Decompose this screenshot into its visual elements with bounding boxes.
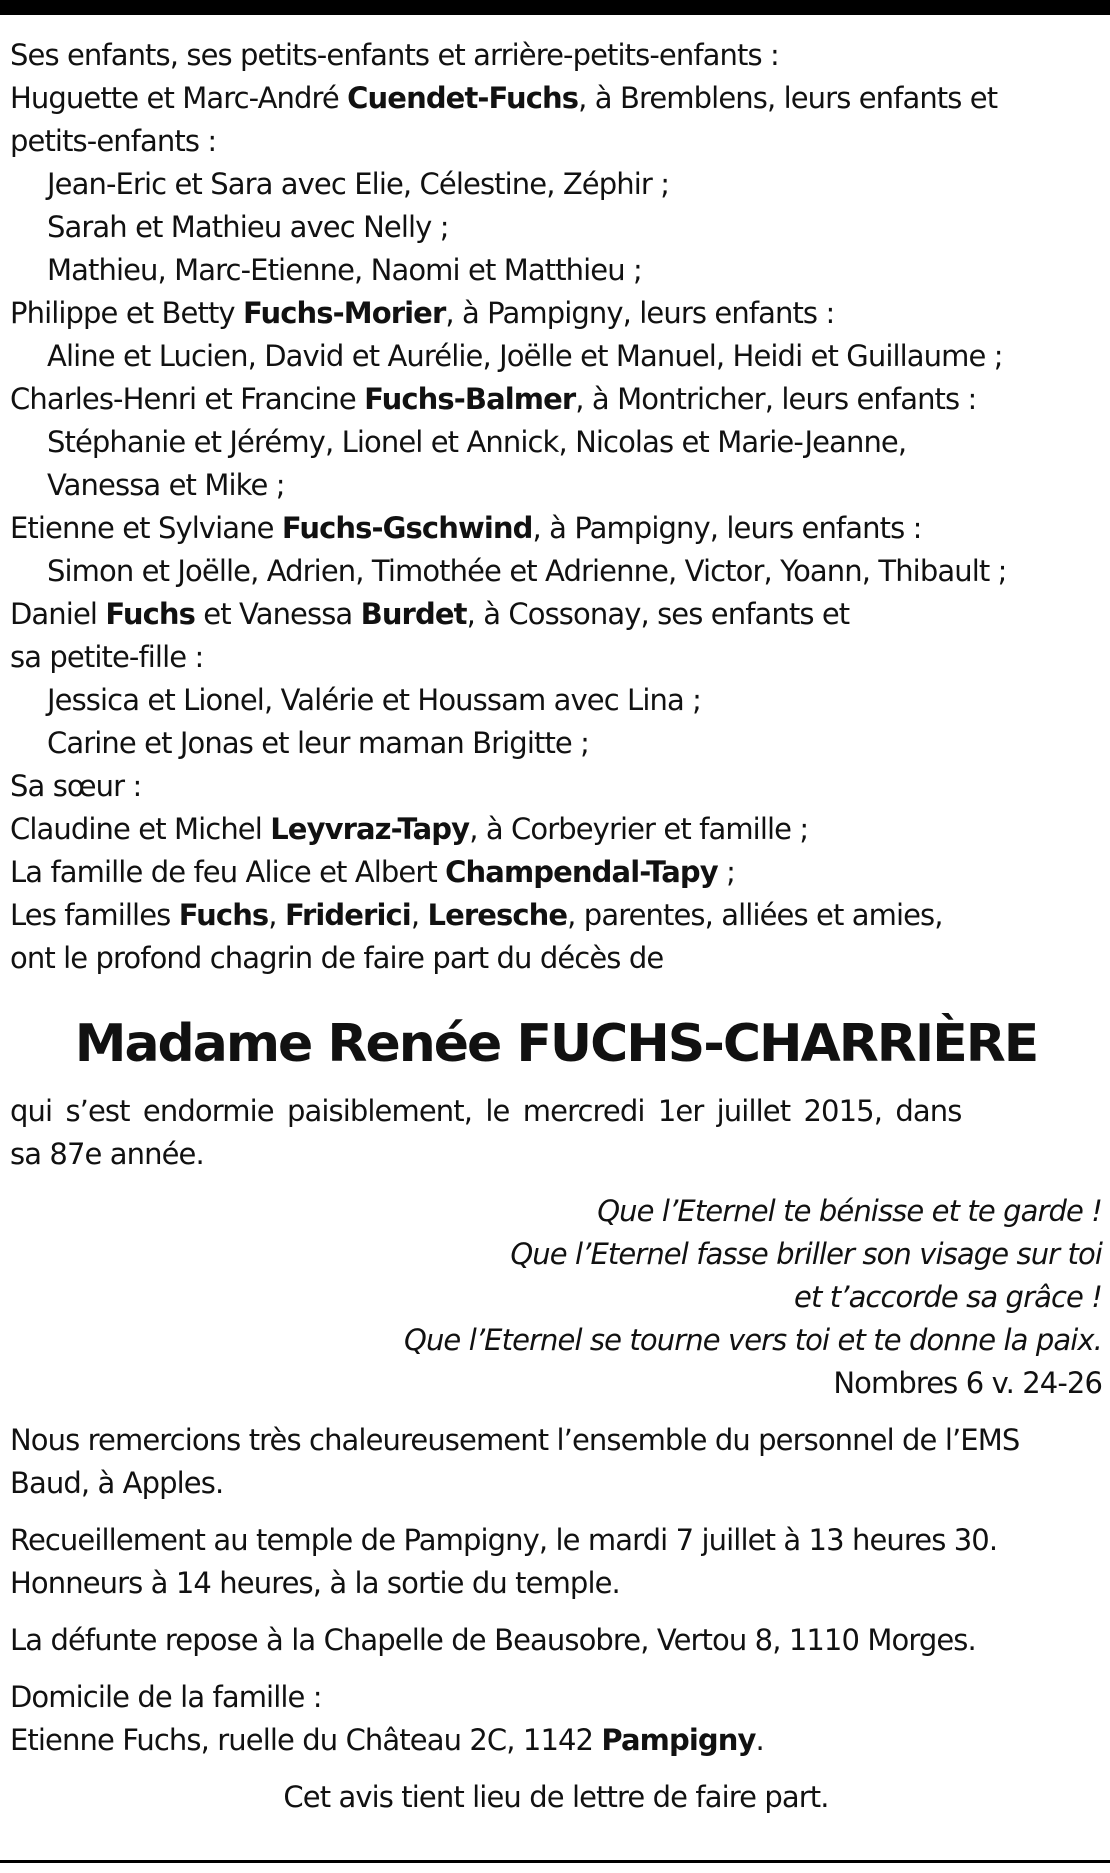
family-surname: Fuchs-Gschwind xyxy=(281,511,533,545)
family-surname: Fuchs-Morier xyxy=(243,296,446,330)
grandchildren-line: Stéphanie et Jérémy, Lionel et Annick, Nicolas et Marie-Jeanne, xyxy=(47,425,907,459)
family-surname: Cuendet-Fuchs xyxy=(347,81,579,115)
grandchildren-line: Jessica et Lionel, Valérie et Houssam avec Lina ; xyxy=(47,683,702,717)
rest-paragraph: La défunte repose à la Chapelle de Beausobre, Vertou 8, 1110 Morges. xyxy=(10,1623,976,1657)
verse-line: Que l’Eternel te bénisse et te garde ! xyxy=(597,1194,1102,1228)
domicile-address: Etienne Fuchs, ruelle du Château 2C, 1142 Pampigny. xyxy=(10,1723,764,1757)
death-line: qui s’est endormie paisiblement, le mercredi 1er juillet 2015, dans xyxy=(10,1094,962,1128)
obituary-notice xyxy=(10,34,1102,1819)
family-surname: Fuchs-Balmer xyxy=(364,382,576,416)
grandchildren-line: Sarah et Mathieu avec Nelly ; xyxy=(47,210,449,244)
domicile-town: Pampigny xyxy=(601,1723,756,1757)
death-line-cont: sa 87e année. xyxy=(10,1137,204,1171)
grandchildren-line: Vanessa et Mike ; xyxy=(47,468,285,502)
family-surname: Leresche xyxy=(427,898,568,932)
family-line: Daniel Fuchs et Vanessa Burdet, à Cossonay, ses enfants et xyxy=(10,597,850,631)
verse-reference: Nombres 6 v. 24-26 xyxy=(833,1366,1102,1400)
family-line: Etienne et Sylviane Fuchs-Gschwind, à Pampigny, leurs enfants : xyxy=(10,511,922,545)
family-surname: Champendal-Tapy xyxy=(445,855,718,889)
thanks-paragraph xyxy=(10,1419,1102,1505)
relative-line: La famille de feu Alice et Albert Champendal-Tapy ; xyxy=(10,855,735,889)
verse-line: et t’accorde sa grâce ! xyxy=(794,1280,1102,1314)
top-border xyxy=(0,0,1110,15)
bottom-border xyxy=(0,1860,1110,1863)
family-line-cont: petits-enfants : xyxy=(10,124,217,158)
grandchildren-line: Carine et Jonas et leur maman Brigitte ; xyxy=(47,726,590,760)
family-surname: Burdet xyxy=(360,597,467,631)
grandchildren-line: Mathieu, Marc-Etienne, Naomi et Matthieu ; xyxy=(47,253,642,287)
family-line-cont: sa petite-fille : xyxy=(10,640,204,674)
sister-line: Claudine et Michel Leyvraz-Tapy, à Corbeyrier et famille ; xyxy=(10,812,809,846)
domicile-label: Domicile de la famille : xyxy=(10,1680,322,1714)
family-surname: Fuchs xyxy=(178,898,269,932)
family-intro: Ses enfants, ses petits-enfants et arrière-petits-enfants : xyxy=(10,38,779,72)
grandchildren-line: Simon et Joëlle, Adrien, Timothée et Adrienne, Victor, Yoann, Thibault ; xyxy=(47,554,1007,588)
family-line: Huguette et Marc-André Cuendet-Fuchs, à Bremblens, leurs enfants et xyxy=(10,81,998,115)
family-line: Charles-Henri et Francine Fuchs-Balmer, à Montricher, leurs enfants : xyxy=(10,382,977,416)
footer-note: Cet avis tient lieu de lettre de faire part. xyxy=(283,1780,829,1814)
grandchildren-line: Jean-Eric et Sara avec Elie, Célestine, Zéphir ; xyxy=(47,167,670,201)
thanks-line: Nous remercions très chaleureusement l’ensemble du personnel de l’EMS xyxy=(10,1423,1020,1457)
family-surname: Friderici xyxy=(284,898,411,932)
deceased-name: Madame Renée FUCHS-CHARRIÈRE xyxy=(74,1014,1038,1074)
service-paragraph xyxy=(10,1519,1102,1605)
family-line: Philippe et Betty Fuchs-Morier, à Pampigny, leurs enfants : xyxy=(10,296,835,330)
grandchildren-line: Aline et Lucien, David et Aurélie, Joëlle et Manuel, Heidi et Guillaume ; xyxy=(47,339,1003,373)
family-surname: Fuchs xyxy=(105,597,195,631)
sister-label: Sa sœur : xyxy=(10,769,142,803)
family-surname: Leyvraz-Tapy xyxy=(270,812,470,846)
families-line: Les familles Fuchs, Friderici, Leresche, parentes, alliées et amies, xyxy=(10,898,943,932)
domicile-paragraph xyxy=(10,1676,1102,1762)
verse-line: Que l’Eternel fasse briller son visage sur toi xyxy=(510,1237,1102,1271)
service-line: Recueillement au temple de Pampigny, le mardi 7 juillet à 13 heures 30. xyxy=(10,1523,998,1557)
bible-verse xyxy=(10,1190,1102,1405)
thanks-line: Baud, à Apples. xyxy=(10,1466,224,1500)
announcement: ont le profond chagrin de faire part du décès de xyxy=(10,941,664,975)
service-line: Honneurs à 14 heures, à la sortie du temple. xyxy=(10,1566,620,1600)
death-statement xyxy=(10,1090,1102,1176)
verse-line: Que l’Eternel se tourne vers toi et te donne la paix. xyxy=(404,1323,1102,1357)
